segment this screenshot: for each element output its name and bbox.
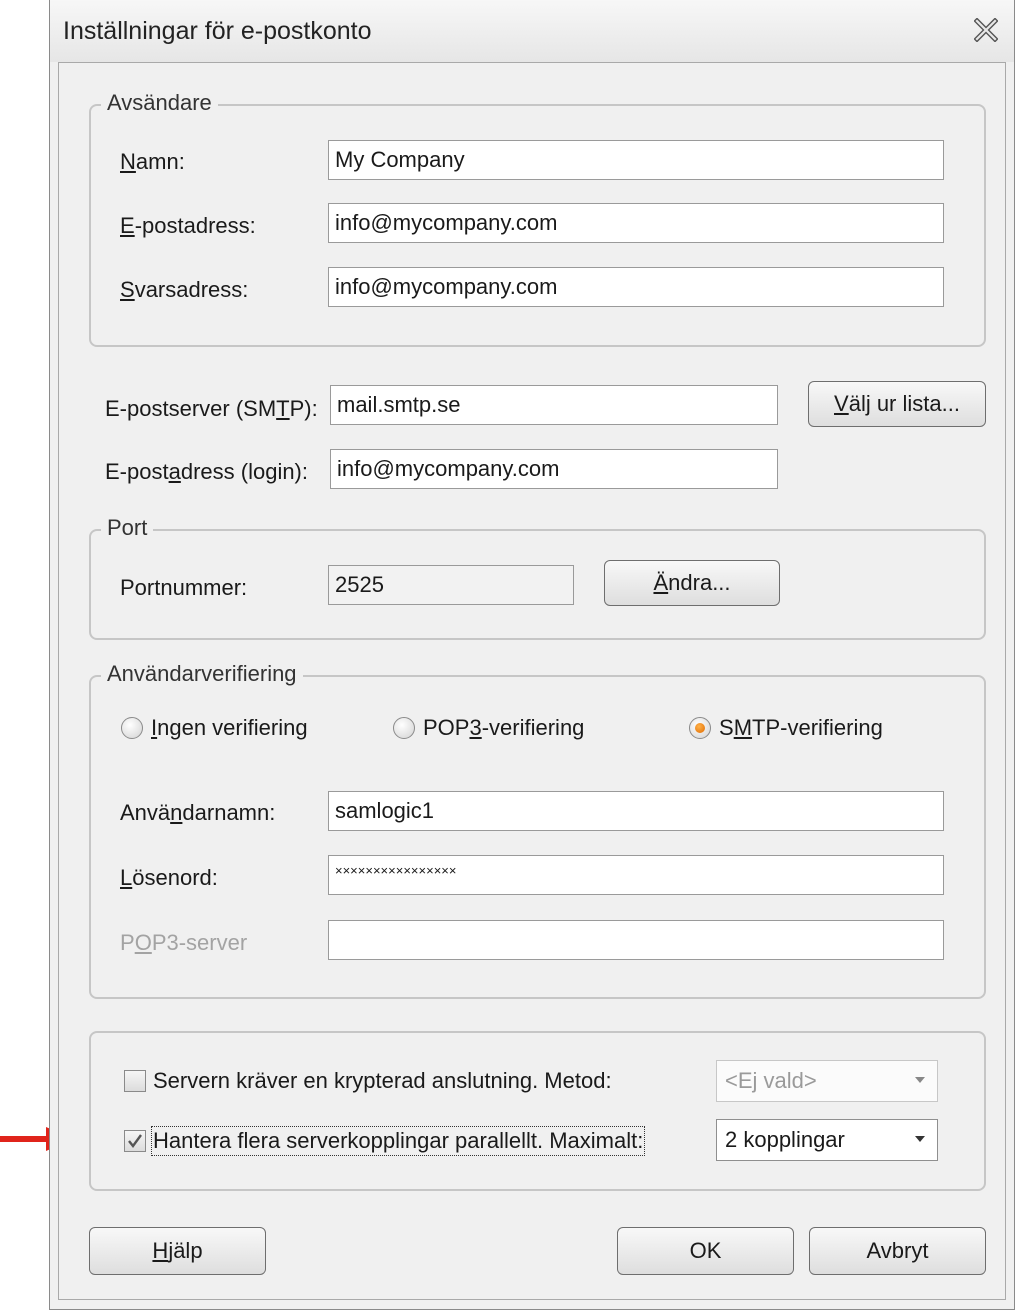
smtp-server-label: E-postserver (SMTP): [105, 396, 318, 421]
radio-smtp-label: SMTP-verifiering [719, 715, 883, 740]
port-number-label: Portnummer: [120, 575, 248, 600]
pop3-server-label: POP3-server [120, 930, 248, 955]
radio-smtp-verification[interactable] [689, 715, 883, 741]
parallel-connections-label: Hantera flera serverkopplingar parallellt. Maximalt: [153, 1128, 644, 1153]
settings-dialog [49, 0, 1015, 1310]
port-number-input[interactable]: 2525 [328, 565, 574, 605]
pop3-server-input[interactable] [328, 920, 944, 960]
radio-smtp-circle[interactable] [689, 717, 711, 739]
sender-group-title: Avsändare [101, 90, 218, 116]
encrypt-method-value: <Ej vald> [725, 1068, 817, 1093]
encrypt-method-select[interactable] [716, 1060, 938, 1102]
login-email-label: E-postadress (login): [105, 459, 308, 484]
dialog-client-area [58, 62, 1006, 1300]
title-bar [50, 0, 1014, 62]
dialog-title: Inställningar för e-postkonto [63, 17, 372, 45]
chevron-down-icon [915, 1077, 925, 1083]
reply-address-label: Svarsadress: [120, 277, 249, 302]
password-label: Lösenord: [120, 865, 218, 890]
checkmark-icon [126, 1132, 144, 1150]
close-icon[interactable] [974, 18, 998, 42]
encrypt-label: Servern kräver en krypterad anslutning. Metod: [153, 1068, 612, 1093]
password-input[interactable]: ×××××××××××××××× [328, 855, 944, 895]
radio-pop3-verification[interactable] [393, 715, 584, 741]
reply-address-input[interactable]: info@mycompany.com [328, 267, 944, 307]
auth-group-title: Användarverifiering [101, 661, 303, 687]
max-connections-value: 2 kopplingar [725, 1127, 845, 1152]
help-button[interactable]: Hjälp [89, 1227, 266, 1275]
email-label: E-postadress: [120, 213, 256, 238]
smtp-server-input[interactable]: mail.smtp.se [330, 385, 778, 425]
name-label: Namn: [120, 149, 185, 174]
options-group [89, 1031, 986, 1191]
change-port-button[interactable]: Ändra... [604, 560, 780, 606]
cancel-button[interactable]: Avbryt [809, 1227, 986, 1275]
username-input[interactable]: samlogic1 [328, 791, 944, 831]
chevron-down-icon [915, 1136, 925, 1142]
radio-no-verification[interactable] [121, 715, 308, 741]
ok-button[interactable]: OK [617, 1227, 794, 1275]
username-label: Användarnamn: [120, 800, 276, 825]
radio-pop3-circle[interactable] [393, 717, 415, 739]
radio-no-verification-label: Ingen verifiering [151, 715, 308, 740]
radio-pop3-label: POP3-verifiering [423, 715, 585, 740]
parallel-connections-checkbox[interactable] [124, 1130, 146, 1152]
radio-no-verification-circle[interactable] [121, 717, 143, 739]
name-input[interactable]: My Company [328, 140, 944, 180]
encrypt-checkbox[interactable] [124, 1070, 146, 1092]
port-group-title: Port [101, 515, 153, 541]
max-connections-select[interactable] [716, 1119, 938, 1161]
choose-from-list-button[interactable]: Välj ur lista... [808, 381, 986, 427]
email-input[interactable]: info@mycompany.com [328, 203, 944, 243]
login-email-input[interactable]: info@mycompany.com [330, 449, 778, 489]
